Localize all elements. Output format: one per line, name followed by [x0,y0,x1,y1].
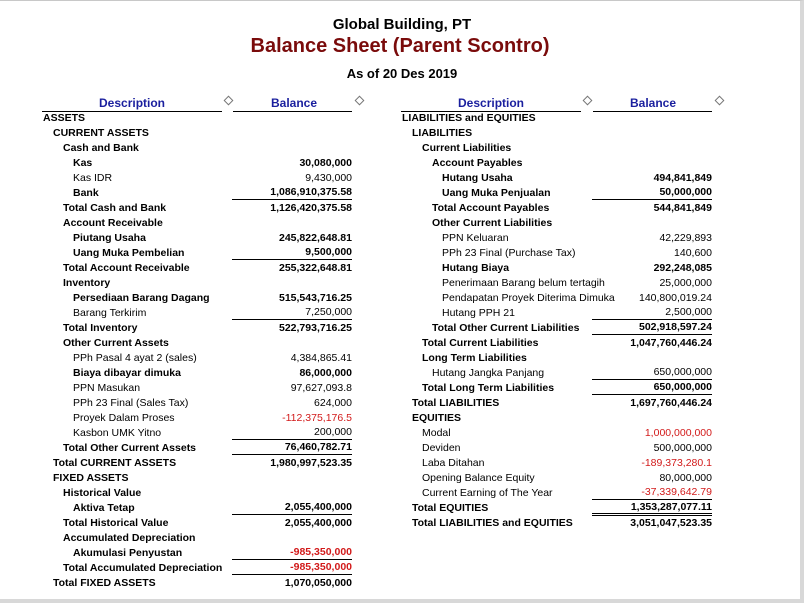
report-row[interactable] [0,396,804,411]
row-label: Uang Muka Pembelian [73,247,185,259]
row-label: Total CURRENT ASSETS [53,457,177,469]
row-balance: 494,841,849 [653,172,712,184]
report-title: Balance Sheet (Parent Scontro) [250,35,550,57]
report-row[interactable] [0,111,804,126]
row-balance: 1,086,910,375.58 [232,186,352,200]
report-row[interactable] [0,321,804,336]
row-label: Account Payables [432,157,523,169]
row-balance: 2,055,400,000 [284,517,352,529]
row-label: Current Liabilities [422,142,512,154]
row-label: EQUITIES [412,412,462,424]
report-row[interactable] [0,246,804,261]
row-label: Pendapatan Proyek Diterima Dimuka [442,292,615,304]
report-row[interactable] [0,441,804,456]
report-row[interactable] [0,291,804,306]
row-label: Hutang Usaha [442,172,513,184]
row-balance: 200,000 [232,426,352,440]
row-label: Kas IDR [73,172,113,184]
row-label: CURRENT ASSETS [53,127,149,139]
row-balance: 650,000,000 [592,381,712,395]
report-row[interactable] [0,456,804,471]
row-label: Opening Balance Equity [422,472,535,484]
row-balance: 292,248,085 [653,262,712,274]
report-row[interactable] [0,366,804,381]
row-balance: 50,000,000 [592,186,712,200]
row-label: Other Current Assets [63,337,169,349]
report-date: As of 20 Des 2019 [346,66,458,81]
row-label: Penerimaan Barang belum tertagih [442,277,605,289]
report-row[interactable] [0,126,804,141]
report-row[interactable] [0,261,804,276]
report-row[interactable] [0,216,804,231]
row-balance: 4,384,865.41 [290,352,352,364]
row-balance: 245,822,648.81 [279,232,352,244]
row-label: Biaya dibayar dimuka [73,367,181,379]
report-row[interactable] [0,276,804,291]
row-balance: 2,055,400,000 [232,501,352,515]
row-balance: 500,000,000 [653,442,712,454]
row-label: Total Other Current Liabilities [432,322,580,334]
row-label: PPN Masukan [73,382,141,394]
company-name: Global Building, PT [332,16,472,33]
row-label: Persediaan Barang Dagang [73,292,210,304]
report-row[interactable] [0,156,804,171]
row-balance: 42,229,893 [659,232,712,244]
row-balance: 1,353,287,077.11 [592,501,712,516]
row-label: Barang Terkirim [73,307,147,319]
row-label: Deviden [422,442,461,454]
row-label: Hutang PPH 21 [442,307,515,319]
row-balance: 650,000,000 [592,366,712,380]
report-row[interactable] [0,486,804,501]
row-balance: -112,375,176.5 [282,412,352,424]
row-balance: 76,460,782.71 [232,441,352,455]
row-label: Total Historical Value [63,517,169,529]
report-row[interactable] [0,231,804,246]
left-description-header[interactable]: Description [99,96,166,110]
row-balance: 97,627,093.8 [290,382,352,394]
row-balance: 522,793,716.25 [279,322,352,334]
right-balance-header[interactable]: Balance [630,96,677,110]
row-label: PPh Pasal 4 ayat 2 (sales) [73,352,197,364]
report-row[interactable] [0,426,804,441]
row-balance: 1,126,420,375.58 [270,202,352,214]
report-row[interactable] [0,501,804,516]
row-balance: 7,250,000 [232,306,352,320]
report-row[interactable] [0,201,804,216]
row-balance: 140,600 [674,247,712,259]
report-row[interactable] [0,471,804,486]
report-row[interactable] [0,381,804,396]
report-row[interactable] [0,171,804,186]
row-balance: 86,000,000 [299,367,352,379]
row-label: Total LIABILITIES [412,397,500,409]
row-label: Total Accumulated Depreciation [63,562,223,574]
left-balance-header[interactable]: Balance [271,96,318,110]
report-row[interactable] [0,546,804,561]
row-balance: 9,430,000 [305,172,352,184]
row-label: Kasbon UMK Yitno [73,427,162,439]
row-balance: 502,918,597.24 [592,321,712,335]
row-label: Modal [422,427,451,439]
row-label: Account Receivable [63,217,163,229]
row-label: Total FIXED ASSETS [53,577,156,589]
row-label: Total Other Current Assets [63,442,197,454]
row-balance: 3,051,047,523.35 [630,517,712,529]
row-label: PPN Keluaran [442,232,509,244]
row-balance: -985,350,000 [232,561,352,575]
report-row[interactable] [0,186,804,201]
row-label: Total Cash and Bank [63,202,167,214]
row-balance: 1,000,000,000 [644,427,712,439]
row-label: Piutang Usaha [73,232,146,244]
report-row[interactable] [0,516,804,531]
report-row[interactable] [0,141,804,156]
report-row[interactable] [0,306,804,321]
row-label: Laba Ditahan [422,457,485,469]
row-balance: 140,800,019.24 [639,292,712,304]
row-label: Uang Muka Penjualan [442,187,551,199]
row-balance: 2,500,000 [592,306,712,320]
row-balance: 1,697,760,446.24 [630,397,712,409]
row-balance: -189,373,280.1 [641,457,712,469]
row-label: Other Current Liabilities [432,217,553,229]
report-row[interactable] [0,411,804,426]
row-label: Total Current Liabilities [422,337,539,349]
row-balance: 9,500,000 [232,246,352,260]
row-balance: 80,000,000 [659,472,712,484]
row-label: Inventory [63,277,111,289]
row-label: Cash and Bank [63,142,139,154]
report-row[interactable] [0,531,804,546]
row-label: Kas [73,157,93,169]
row-label: Proyek Dalam Proses [73,412,175,424]
row-label: LIABILITIES [412,127,473,139]
row-label: Historical Value [63,487,142,499]
row-label: Hutang Jangka Panjang [432,367,545,379]
row-label: PPh 23 Final (Sales Tax) [73,397,189,409]
row-balance: 30,080,000 [299,157,352,169]
row-balance: 1,047,760,446.24 [630,337,712,349]
row-balance: 624,000 [314,397,352,409]
row-balance: -985,350,000 [232,546,352,560]
row-label: Total Inventory [63,322,138,334]
row-label: Total Account Receivable [63,262,190,274]
row-label: Total LIABILITIES and EQUITIES [412,517,573,529]
report-row[interactable] [0,336,804,351]
row-label: LIABILITIES and EQUITIES [402,112,536,124]
row-label: Aktiva Tetap [73,502,135,514]
report-row[interactable] [0,351,804,366]
row-balance: 255,322,648.81 [279,262,352,274]
row-label: Akumulasi Penyustan [73,547,183,559]
row-label: FIXED ASSETS [53,472,129,484]
row-label: Long Term Liabilities [422,352,527,364]
row-label: Total Account Payables [432,202,550,214]
row-balance: 1,980,997,523.35 [270,457,352,469]
row-label: PPh 23 Final (Purchase Tax) [442,247,576,259]
right-description-header[interactable]: Description [458,96,525,110]
row-balance: 544,841,849 [653,202,712,214]
row-label: ASSETS [43,112,86,124]
row-label: Hutang Biaya [442,262,510,274]
row-balance: -37,339,642.79 [592,486,712,500]
row-balance: 515,543,716.25 [279,292,352,304]
row-label: Accumulated Depreciation [63,532,196,544]
row-label: Total EQUITIES [412,502,489,514]
report-row[interactable] [0,576,804,591]
row-balance: 25,000,000 [659,277,712,289]
report-row[interactable] [0,561,804,576]
row-label: Total Long Term Liabilities [422,382,555,394]
row-label: Current Earning of The Year [422,487,553,499]
row-label: Bank [73,187,99,199]
row-balance: 1,070,050,000 [284,577,352,589]
